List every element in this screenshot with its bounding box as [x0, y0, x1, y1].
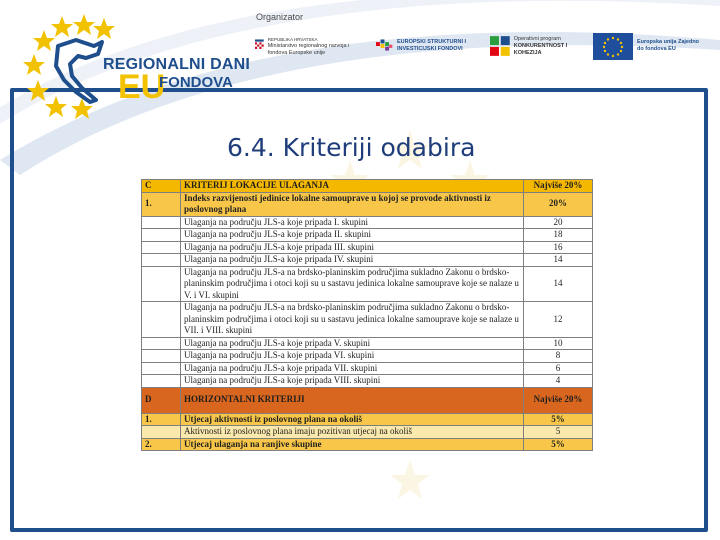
- score-cell: 12: [524, 302, 593, 338]
- logo-fondova: FONDOVA: [159, 74, 233, 91]
- criterion-cell: Ulaganja na području JLS-a na brdsko-planinskim područjima sukladno Zakonu o brdsko-planinskim područjima i otoci koji su u sastavu jedinica lokalne samouprave koje se nalaze u VII. i VIII. skupini: [181, 302, 524, 338]
- organizer-ministry: [255, 30, 370, 62]
- score-cell: 5%: [524, 438, 593, 451]
- row-label-cell: [142, 375, 181, 388]
- table-row: [142, 438, 593, 451]
- criteria-table: [141, 179, 593, 451]
- table-row: [142, 375, 593, 388]
- criterion-cell: Ulaganja na području JLS-a koje pripada III. skupini: [181, 241, 524, 254]
- score-cell: 20%: [524, 192, 593, 216]
- criterion-cell: HORIZONTALNI KRITERIJI: [181, 387, 524, 413]
- row-label-cell: [142, 241, 181, 254]
- criterion-cell: Ulaganja na području JLS-a koje pripada VII. skupini: [181, 362, 524, 375]
- score-cell: 16: [524, 241, 593, 254]
- table-row: [142, 266, 593, 302]
- table-row: [142, 302, 593, 338]
- esif-colorful-squares-icon: [376, 36, 393, 56]
- score-cell: Najviše 20%: [524, 180, 593, 193]
- regionalni-dani-logo: [6, 6, 251, 124]
- ministry-small-label: REPUBLIKA HRVATSKA: [267, 36, 318, 42]
- row-label-cell: 1.: [142, 413, 181, 426]
- score-cell: Najviše 20%: [524, 387, 593, 413]
- croatia-coat-of-arms-icon: [255, 37, 264, 55]
- score-cell: 8: [524, 350, 593, 363]
- score-cell: 6: [524, 362, 593, 375]
- eu-flag-icon: [593, 33, 633, 60]
- criterion-cell: Ulaganja na području JLS-a koje pripada VIII. skupini: [181, 375, 524, 388]
- table-row: [142, 413, 593, 426]
- opkk-name: KONKURENTNOST I KOHEZIJA: [513, 42, 568, 56]
- row-label-cell: [142, 337, 181, 350]
- score-cell: 4: [524, 375, 593, 388]
- row-label-cell: [142, 254, 181, 267]
- logo-title: REGIONALNI DANI: [103, 56, 250, 73]
- row-label-cell: 1.: [142, 192, 181, 216]
- table-row: [142, 241, 593, 254]
- table-row: [142, 337, 593, 350]
- criterion-cell: Utjecaj aktivnosti iz poslovnog plana na okoliš: [181, 413, 524, 426]
- criterion-cell: Aktivnosti iz poslovnog plana imaju pozitivan utjecaj na okoliš: [181, 426, 524, 439]
- table-row: [142, 216, 593, 229]
- table-row: [142, 362, 593, 375]
- logo-eu: EU: [118, 68, 166, 106]
- score-cell: 10: [524, 337, 593, 350]
- table-row: [142, 350, 593, 363]
- table-row: [142, 387, 593, 413]
- row-label-cell: D: [142, 387, 181, 413]
- row-label-cell: [142, 350, 181, 363]
- table-row: [142, 180, 593, 193]
- score-cell: 5%: [524, 413, 593, 426]
- table-row: [142, 229, 593, 242]
- score-cell: 5: [524, 426, 593, 439]
- criterion-cell: KRITERIJ LOKACIJE ULAGANJA: [181, 180, 524, 193]
- score-cell: 14: [524, 254, 593, 267]
- row-label-cell: 2.: [142, 438, 181, 451]
- row-label-cell: [142, 266, 181, 302]
- row-label-cell: [142, 216, 181, 229]
- criterion-cell: Indeks razvijenosti jedinice lokalne samouprave u kojoj se provode aktivnosti iz poslovnog plana: [181, 192, 524, 216]
- criterion-cell: Utjecaj ulaganja na ranjive skupine: [181, 438, 524, 451]
- criterion-cell: Ulaganja na području JLS-a koje pripada VI. skupini: [181, 350, 524, 363]
- table-row: [142, 192, 593, 216]
- eu-name: Europska unija Zajedno do fondova EU: [637, 39, 700, 52]
- score-cell: 20: [524, 216, 593, 229]
- organizer-opkk: [490, 30, 588, 62]
- esif-name: EUROPSKI STRUKTURNI I INVESTICIJSKI FONDOVI: [396, 39, 467, 52]
- table-row: [142, 426, 593, 439]
- criterion-cell: Ulaganja na području JLS-a koje pripada I. skupini: [181, 216, 524, 229]
- table-row: [142, 254, 593, 267]
- opkk-small-label: Operativni program: [513, 35, 561, 42]
- organizer-label: Organizator: [256, 12, 304, 22]
- score-cell: 18: [524, 229, 593, 242]
- row-label-cell: [142, 302, 181, 338]
- criterion-cell: Ulaganja na području JLS-a na brdsko-planinskim područjima sukladno Zakonu o brdsko-planinskim područjima i otoci koji su u sastavu jedinica lokalne samouprave koje se nalaze u V. i VI. skupini: [181, 266, 524, 302]
- row-label-cell: [142, 229, 181, 242]
- opkk-logo-icon: [490, 35, 510, 57]
- criterion-cell: Ulaganja na području JLS-a koje pripada V. skupini: [181, 337, 524, 350]
- row-label-cell: [142, 362, 181, 375]
- row-label-cell: [142, 426, 181, 439]
- score-cell: 14: [524, 266, 593, 302]
- criterion-cell: Ulaganja na području JLS-a koje pripada II. skupini: [181, 229, 524, 242]
- organizer-eu: [593, 30, 705, 62]
- slide-title: 6.4. Kriteriji odabira: [227, 133, 476, 162]
- row-label-cell: C: [142, 180, 181, 193]
- criterion-cell: Ulaganja na području JLS-a koje pripada IV. skupini: [181, 254, 524, 267]
- ministry-name: Ministarstvo regionalnog razvoja i fondova Europske unije: [267, 42, 350, 56]
- organizer-esif: [376, 30, 486, 62]
